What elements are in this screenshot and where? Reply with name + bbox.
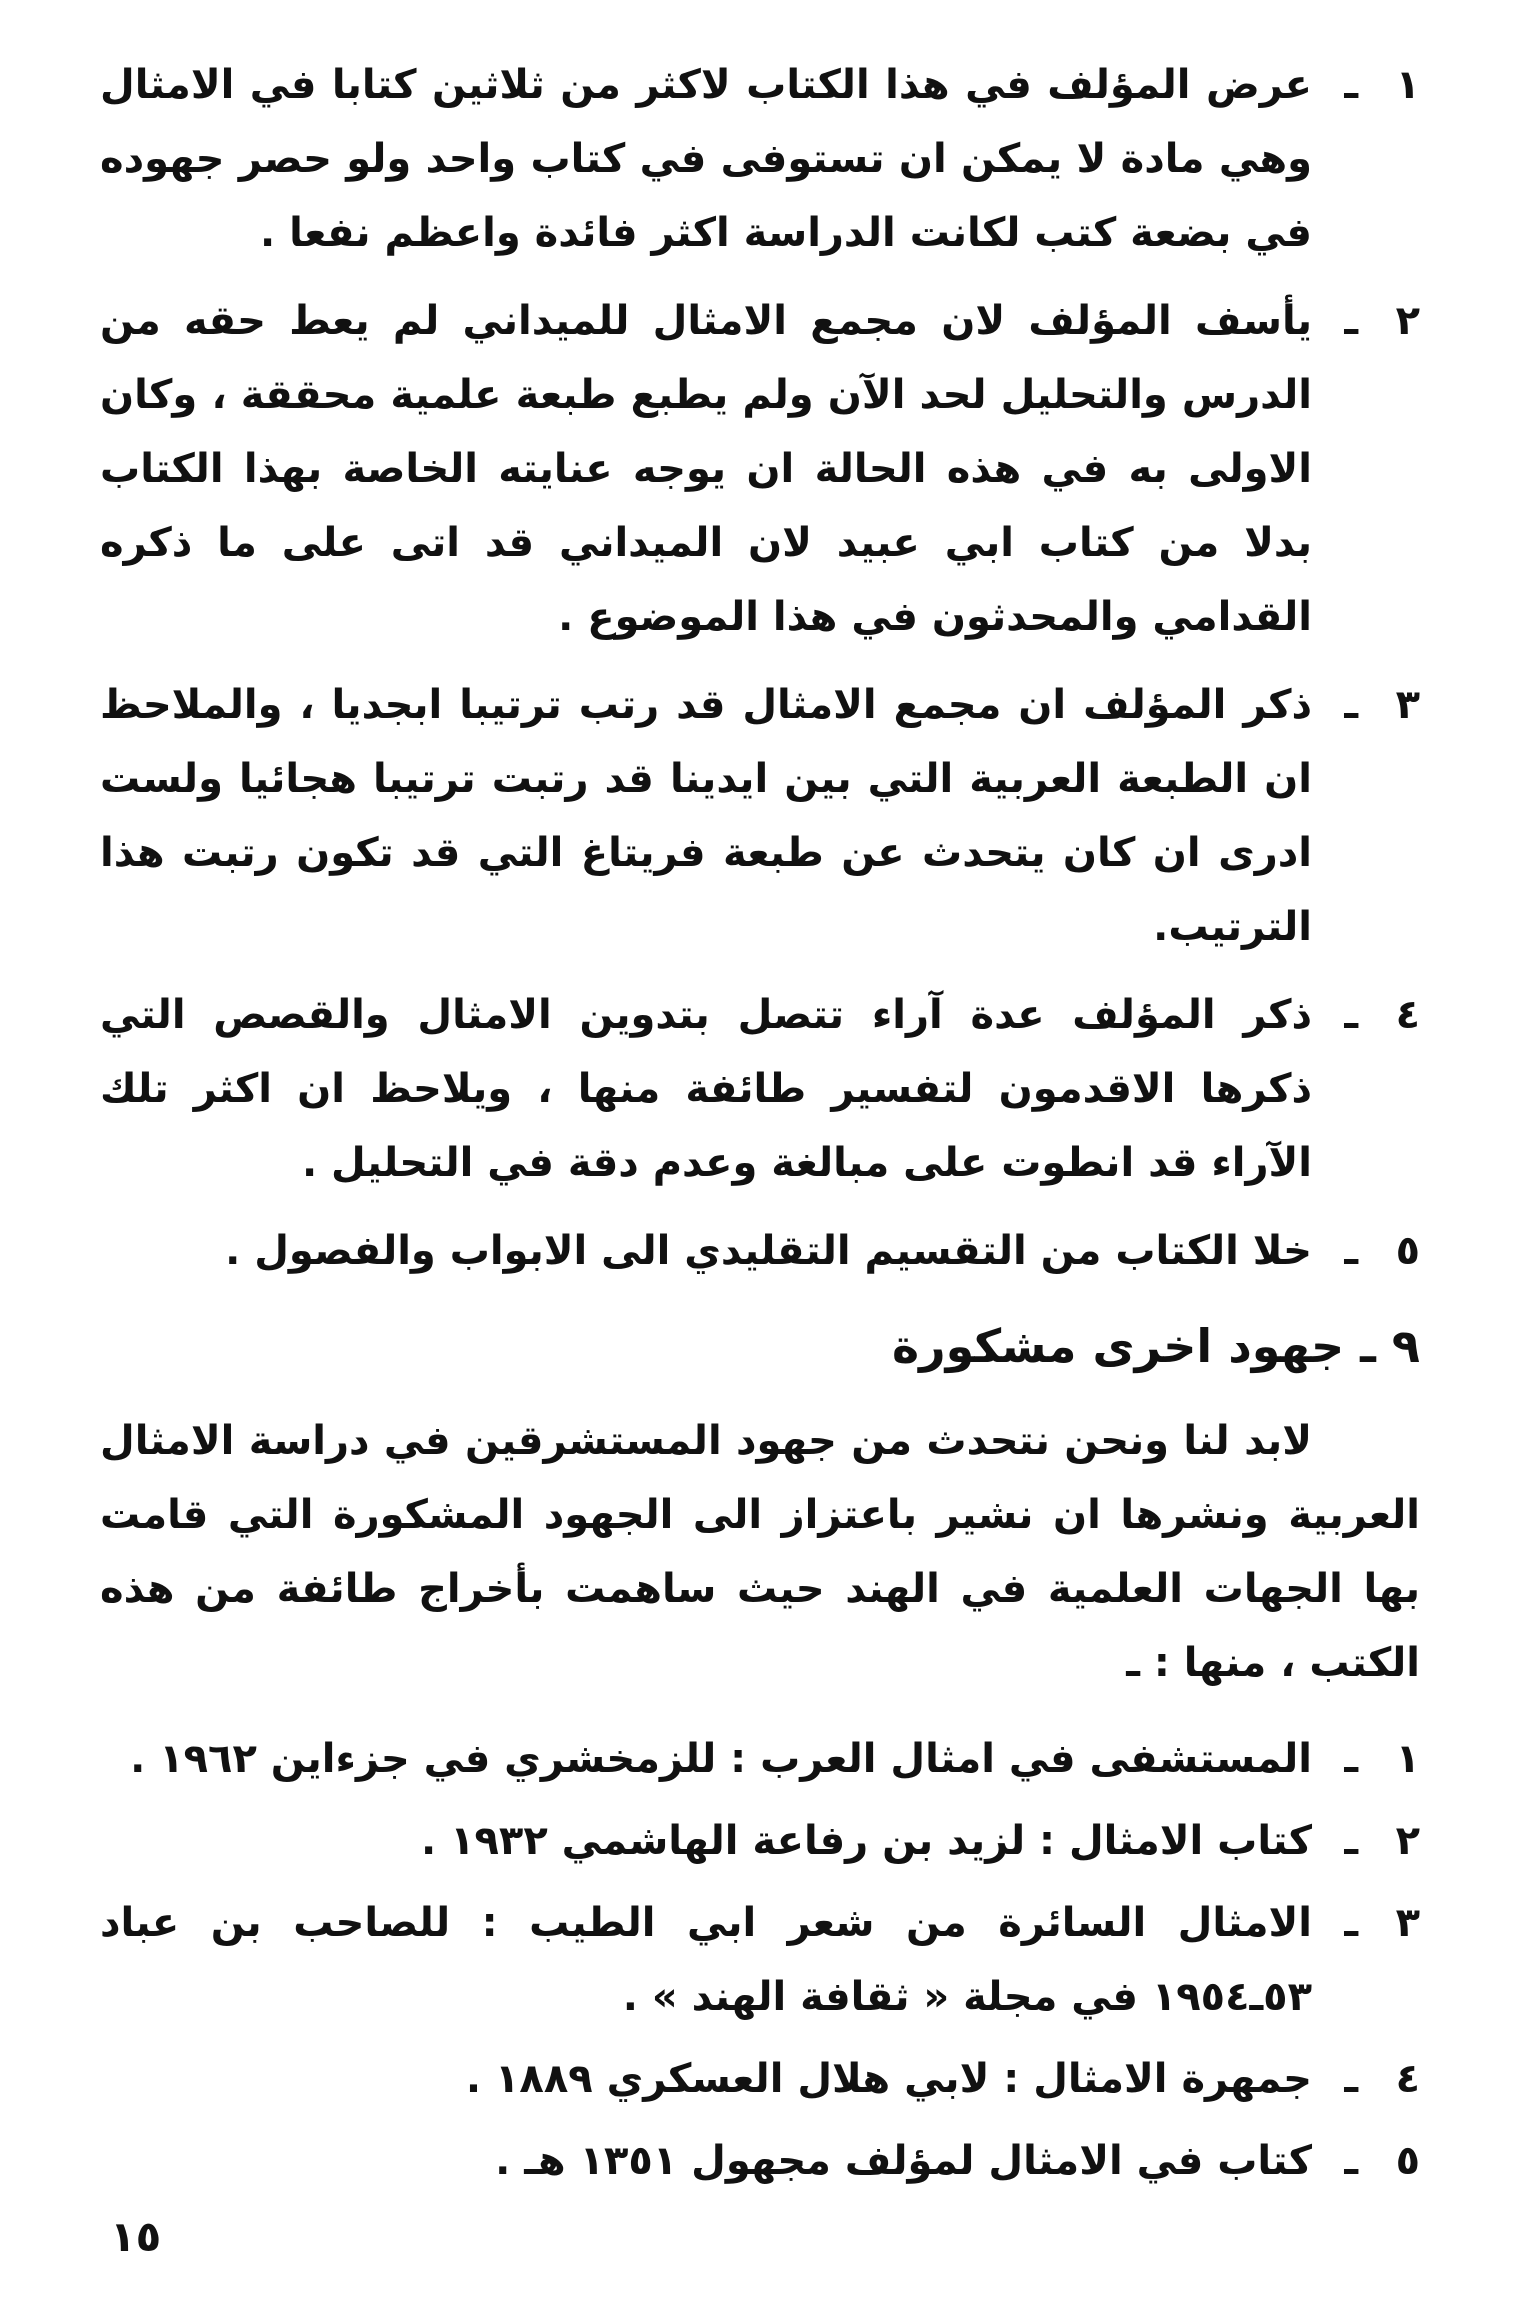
section-paragraph: لابد لنا ونحن نتحدث من جهود المستشرقين في دراسة الامثال العربية ونشرها ان نشير باعتزاز الى الجهود المشكورة التي قامت بها الجهات العلمية في الهند حيث ساهمت بأخراج طائفة من هذه الكتب ، منها : ـ (100, 1418, 1420, 1686)
section-heading: ٩ ـ جهود اخرى مشكورة (891, 1319, 1420, 1373)
document-page (100, 48, 1420, 2206)
reference-item-2 (100, 1804, 1420, 1878)
item-dash: ـ (1344, 1736, 1358, 1782)
item-dash: ـ (1344, 298, 1358, 344)
item-number: ١ (1395, 62, 1420, 108)
critique-item-5 (100, 1214, 1420, 1288)
item-text: المستشفى في امثال العرب : للزمخشري في جزءاين ١٩٦٢ . (130, 1736, 1312, 1782)
critique-item-2 (100, 284, 1420, 654)
item-dash: ـ (1344, 1818, 1358, 1864)
critique-item-1 (100, 48, 1420, 270)
page-number: ١٥ (110, 2212, 162, 2261)
item-text: ذكر المؤلف عدة آراء تتصل بتدوين الامثال والقصص التي ذكرها الاقدمون لتفسير طائفة منها ، ويلاحظ ان اكثر تلك الآراء قد انطوت على مبالغة وعدم دقة في التحليل . (100, 992, 1312, 1186)
item-number: ٣ (1395, 682, 1420, 728)
item-number: ٢ (1395, 1818, 1420, 1864)
reference-list (100, 1722, 1420, 2198)
item-dash: ـ (1344, 682, 1358, 728)
item-number: ١ (1395, 1736, 1420, 1782)
critique-item-4 (100, 978, 1420, 1200)
item-dash: ـ (1344, 2056, 1358, 2102)
item-number: ٥ (1395, 1228, 1420, 1274)
item-number: ٤ (1395, 2056, 1420, 2102)
critique-list (100, 48, 1420, 1288)
item-text: عرض المؤلف في هذا الكتاب لاكثر من ثلاثين كتابا في الامثال وهي مادة لا يمكن ان تستوفى في كتاب واحد ولو حصر جهوده في بضعة كتب لكانت الدراسة اكثر فائدة واعظم نفعا . (100, 62, 1312, 256)
reference-item-4 (100, 2042, 1420, 2116)
item-text: كتاب الامثال : لزيد بن رفاعة الهاشمي ١٩٣٢ . (420, 1818, 1312, 1864)
item-text: الامثال السائرة من شعر ابي الطيب : للصاحب بن عباد ٥٣ـ١٩٥٤ في مجلة « ثقافة الهند » . (100, 1900, 1312, 2020)
item-text: يأسف المؤلف لان مجمع الامثال للميداني لم يعط حقه من الدرس والتحليل لحد الآن ولم يطبع طبعة علمية محققة ، وكان الاولى به في هذه الحالة ان يوجه عنايته الخاصة بهذا الكتاب بدلا من كتاب ابي عبيد لان الميداني قد اتى على ما ذكره القدامي والمحدثون في هذا الموضوع . (100, 298, 1312, 640)
item-dash: ـ (1344, 1228, 1358, 1274)
item-text: كتاب في الامثال لمؤلف مجهول ١٣٥١ هـ . (495, 2138, 1312, 2184)
item-dash: ـ (1344, 992, 1358, 1038)
critique-item-3 (100, 668, 1420, 964)
item-dash: ـ (1344, 1900, 1358, 1946)
item-number: ٣ (1395, 1900, 1420, 1946)
item-number: ٥ (1395, 2138, 1420, 2184)
item-text: جمهرة الامثال : لابي هلال العسكري ١٨٨٩ . (465, 2056, 1312, 2102)
item-dash: ـ (1344, 2138, 1358, 2184)
item-number: ٤ (1395, 992, 1420, 1038)
item-dash: ـ (1344, 62, 1358, 108)
reference-item-1 (100, 1722, 1420, 1796)
item-number: ٢ (1395, 298, 1420, 344)
item-text: ذكر المؤلف ان مجمع الامثال قد رتب ترتيبا ابجديا ، والملاحظ ان الطبعة العربية التي بين ايدينا قد رتبت ترتيبا هجائيا ولست ادرى ان كان يتحدث عن طبعة فريتاغ التي قد تكون رتبت هذا الترتيب. (100, 682, 1312, 950)
reference-item-5 (100, 2124, 1420, 2198)
item-text: خلا الكتاب من التقسيم التقليدي الى الابواب والفصول . (225, 1228, 1312, 1274)
reference-item-3 (100, 1886, 1420, 2034)
